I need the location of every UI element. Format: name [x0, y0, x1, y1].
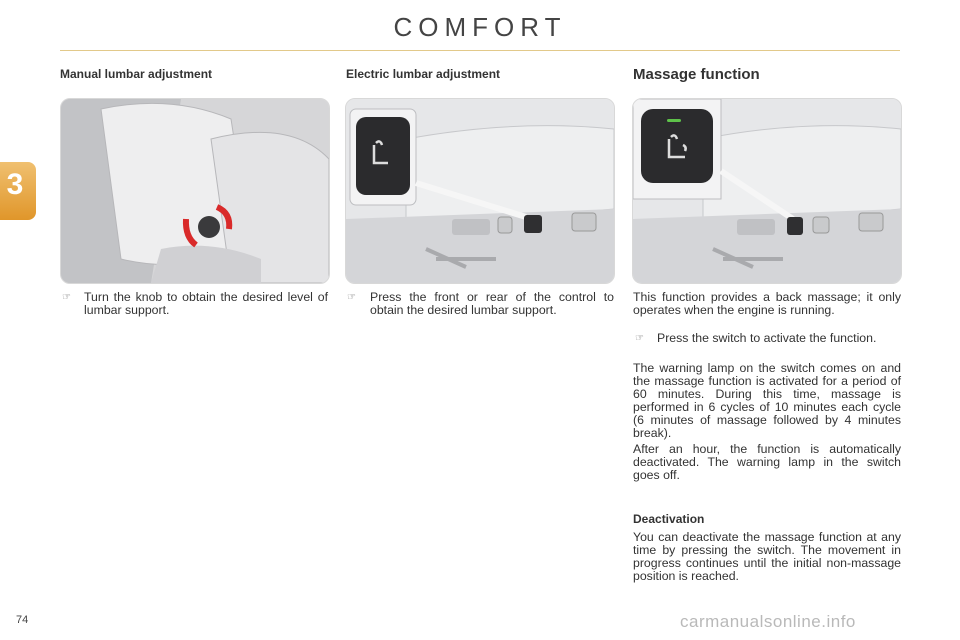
massage-auto-off: After an hour, the function is automatically deactivated. The warning lamp in the switch goes off. [633, 442, 901, 482]
massage-description: The warning lamp on the switch comes on and the massage function is activated for a period of 60 minutes. During this time, massage is performed in 6 cycles of 10 minutes each cycle (6 minutes of massage followed by 4 minutes break). [633, 361, 901, 440]
deactivation-text: You can deactivate the massage function at any time by pressing the switch. The movement in progress continues until the initial non-massage position is reached. [633, 530, 901, 583]
page-title: COMFORT [393, 12, 567, 42]
massage-function-title: Massage function [633, 66, 760, 83]
electric-lumbar-photo [345, 98, 615, 284]
electric-lumbar-instruction: Press the front or rear of the control to obtain the desired lumbar support. [370, 290, 614, 317]
warning-lamp-icon [667, 119, 681, 122]
watermark: carmanualsonline.info [680, 612, 856, 631]
massage-switch-photo [632, 98, 902, 284]
electric-lumbar-title: Electric lumbar adjustment [346, 67, 501, 81]
header-divider [60, 50, 900, 51]
deactivation-title: Deactivation [633, 512, 705, 526]
manual-lumbar-instruction: Turn the knob to obtain the desired level of lumbar support. [84, 290, 328, 317]
massage-instruction: Press the switch to activate the function. [657, 331, 877, 345]
manual-lumbar-title: Manual lumbar adjustment [60, 67, 213, 81]
pointing-hand-icon: ☞ [62, 292, 71, 303]
pointing-hand-icon: ☞ [635, 333, 644, 344]
chapter-number: 3 [6, 168, 24, 201]
page-number: 74 [16, 614, 29, 626]
massage-intro: This function provides a back massage; it only operates when the engine is running. [633, 290, 901, 317]
manual-lumbar-photo [60, 98, 330, 284]
pointing-hand-icon: ☞ [347, 292, 356, 303]
